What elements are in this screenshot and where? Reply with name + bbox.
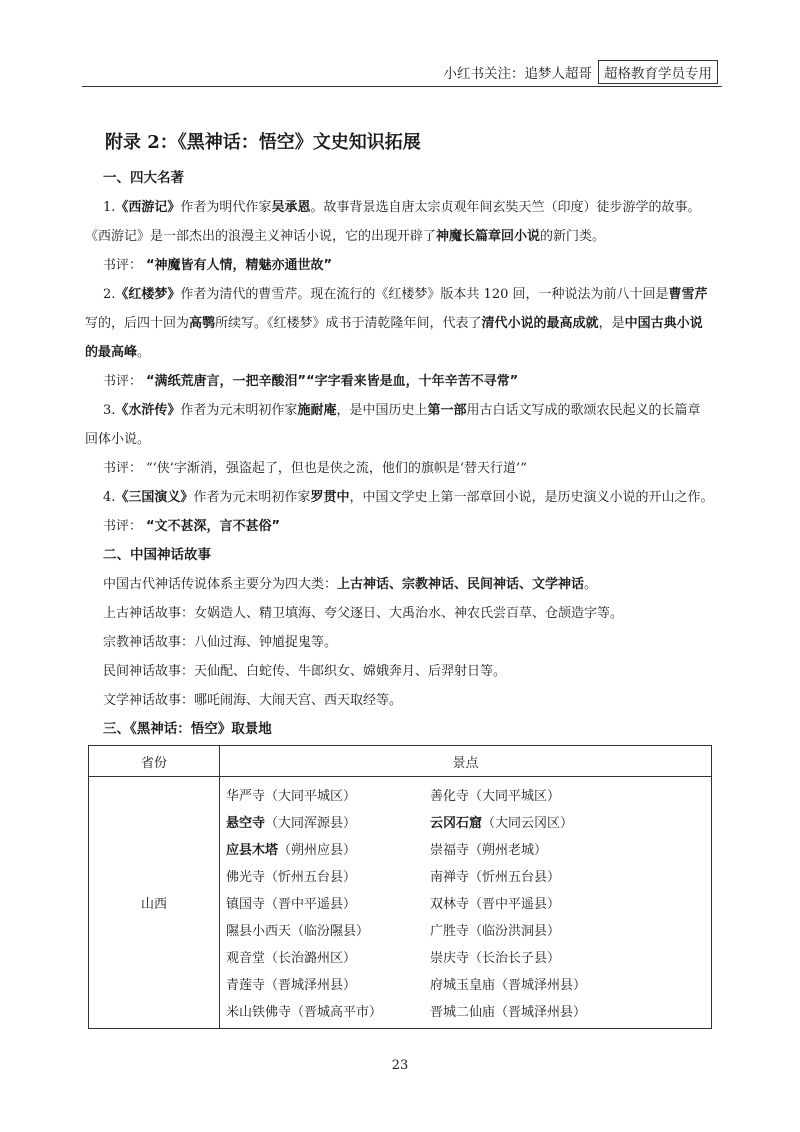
spots-list [226,781,711,1024]
header-spots: 景点 [220,746,712,777]
list-item [226,808,711,835]
list-item [226,781,711,808]
spot-name: 南禅寺 [430,870,470,885]
spot-name: 隰县小西天 [226,924,292,939]
spot-name: 佛光寺 [226,870,266,885]
spot-location: （忻州五台县） [469,870,561,885]
paragraph-hongloumeng-cont [85,309,725,338]
paragraph-shuihu-cont: 回体小说。 [85,432,151,447]
table-header-row [89,746,712,777]
spot-name: 广胜寺 [430,924,470,939]
spot-entry [226,812,430,831]
spot-entry [226,1001,430,1020]
review-quote: “满纸荒唐言，一把辛酸泪”“字字看来皆是血，十年辛苦不寻常” [146,374,519,389]
list-item [226,970,711,997]
section-heading-locations: 三、《黑神话：悟空》取景地 [103,721,272,737]
paragraph-xiyouji [85,193,725,222]
spot-location: （长治潞州区） [265,951,357,966]
review-label: 书评： [103,461,143,476]
paragraph-sanguo [85,483,725,512]
text: 作者为明代作家 [180,200,272,215]
author-name: 高鹗 [189,316,216,331]
spot-name: 镇国寺 [226,897,266,912]
text: 用古白话文写成的歌颂农民起义的长篇章 [466,403,701,418]
myths-literary: 文学神话故事：哪吒闹海、大闹天宫、西天取经等。 [103,693,403,708]
spot-entry [226,974,430,993]
spots-cell [220,777,712,1029]
spot-location: （晋城泽州县） [495,978,587,993]
spot-entry [430,839,634,858]
review-label: 书评： [103,258,143,273]
text: ，中国文学史上第一部章回小说，是历史演义小说的开山之作。 [349,490,714,505]
author-name: 吴承恩 [271,200,311,215]
highlight: 上古神话、宗教神话、民间神话、文学神话 [337,577,585,592]
spot-location: （晋城泽州县） [265,978,357,993]
spot-location: （临汾洪洞县） [469,924,561,939]
spot-entry [430,920,634,939]
highlight: 神魔长篇章回小说 [436,229,541,244]
text: ，是中国历史上 [336,403,428,418]
book-title: 《三国演义》 [115,490,194,505]
spot-location: （长治长子县） [469,951,561,966]
book-title: 《西游记》 [115,200,181,215]
spot-location: （晋中平遥县） [469,897,561,912]
spot-entry [226,866,430,885]
spot-name: 悬空寺 [226,816,266,831]
spot-name: 善化寺 [430,789,470,804]
header-account-text: 小红书关注：追梦人超哥 [443,66,592,82]
review-quote: “文不甚深，言不甚俗” [146,519,281,534]
paragraph-hongloumeng [85,280,725,309]
highlight: 的最高峰 [85,345,138,360]
spot-entry [226,920,430,939]
table-row [89,777,712,1029]
review-quote: “神魔皆有人情，精魅亦通世故” [146,258,333,273]
list-item [226,835,711,862]
myths-folk: 民间神话故事：天仙配、白蛇传、牛郎织女、嫦娥奔月、后羿射日等。 [103,664,507,679]
list-item [226,862,711,889]
page-header [444,60,719,84]
page-number: 23 [391,1058,409,1073]
spot-entry [430,866,634,885]
text: 作者为元末明初作家 [180,403,298,418]
item-number: 4. [103,490,116,505]
paragraph-xiyouji-cont [85,222,725,251]
header-province: 省份 [89,746,220,777]
review-sanguo [85,512,725,541]
author-name: 施耐庵 [297,403,337,418]
province-cell: 山西 [89,777,220,1029]
review-hongloumeng [85,367,725,396]
spot-name: 青莲寺 [226,978,266,993]
author-name: 罗贯中 [310,490,350,505]
spot-name: 应县木塔 [226,843,279,858]
spot-location: （临汾隰县） [291,924,370,939]
highlight: 清代小说的最高成就 [481,316,599,331]
spot-name: 华严寺 [226,789,266,804]
highlight: 第一部 [427,403,467,418]
text: ，是 [598,316,625,331]
item-number: 1. [103,200,116,215]
spot-location: （晋城高平市） [291,1005,383,1020]
locations-table [88,745,712,1029]
spot-entry [430,947,634,966]
text: 《西游记》是一部杰出的浪漫主义神话小说，它的出现开辟了 [85,229,437,244]
spot-location: （大同平城区） [265,789,357,804]
author-name: 曹雪芹 [668,287,708,302]
spot-location: （晋城泽州县） [495,1005,587,1020]
spot-location: （朔州老城） [469,843,548,858]
book-title: 《水浒传》 [115,403,181,418]
spot-entry [430,785,634,804]
page-content [85,164,725,744]
spot-entry [430,812,634,831]
spot-name: 府城玉皇庙 [430,978,496,993]
list-item [226,916,711,943]
spot-entry [430,893,634,912]
review-label: 书评： [103,374,143,389]
spot-location: （晋中平遥县） [265,897,357,912]
text: 。故事背景选自唐太宗贞观年间玄奘天竺（印度）徒步游学的故事。 [310,200,701,215]
spot-location: （大同平城区） [469,789,561,804]
spot-name: 崇福寺 [430,843,470,858]
spot-entry [430,974,634,993]
spot-name: 双林寺 [430,897,470,912]
spot-entry [226,785,430,804]
spot-name: 米山铁佛寺 [226,1005,292,1020]
text: 中国古代神话传说体系主要分为四大类： [103,577,338,592]
header-usage-box: 超格教育学员专用 [598,60,718,84]
myths-ancient: 上古神话故事：女娲造人、精卫填海、夸父逐日、大禹治水、神农氏尝百草、仓颉造字等。 [103,606,624,621]
review-xiyouji [85,251,725,280]
book-title: 《红楼梦》 [115,287,181,302]
text: 。 [137,345,151,360]
spot-location: （大同浑源县） [265,816,357,831]
page-title: 附录 2：《黑神话：悟空》文史知识拓展 [105,132,421,153]
spot-name: 云冈石窟 [430,816,483,831]
text: 的新门类。 [540,229,606,244]
header-divider [82,86,722,87]
spot-entry [226,839,430,858]
list-item [226,889,711,916]
spot-location: （朔州应县） [278,843,357,858]
myths-intro [85,570,725,599]
paragraph-hongloumeng-end [85,338,725,367]
text: 所续写。《红楼梦》成书于清乾隆年间，代表了 [215,316,482,331]
section-heading-four-classics: 一、四大名著 [103,170,184,186]
review-label: 书评： [103,519,143,534]
spot-entry [430,1001,634,1020]
spot-name: 崇庆寺 [430,951,470,966]
text: 作者为清代的曹雪芹。现在流行的《红楼梦》版本共 120 回，一种说法为前八十回是 [180,287,669,302]
spot-location: （忻州五台县） [265,870,357,885]
spot-location: （大同云冈区） [482,816,574,831]
item-number: 2. [103,287,116,302]
spot-entry [226,947,430,966]
review-shuihu [85,454,725,483]
item-number: 3. [103,403,116,418]
text: 写的，后四十回为 [85,316,190,331]
text: 作者为元末明初作家 [193,490,311,505]
highlight: 中国古典小说 [624,316,703,331]
spot-name: 晋城二仙庙 [430,1005,496,1020]
text: 。 [584,577,598,592]
spot-entry [226,893,430,912]
list-item [226,943,711,970]
spot-name: 观音堂 [226,951,266,966]
section-heading-myths: 二、中国神话故事 [103,547,211,563]
myths-religious: 宗教神话故事：八仙过海、钟馗捉鬼等。 [103,635,338,650]
list-item [226,997,711,1024]
review-quote: “‘侠’字渐消，强盗起了，但也是侠之流，他们的旗帜是‘替天行道’” [146,461,527,476]
paragraph-shuihu [85,396,725,425]
